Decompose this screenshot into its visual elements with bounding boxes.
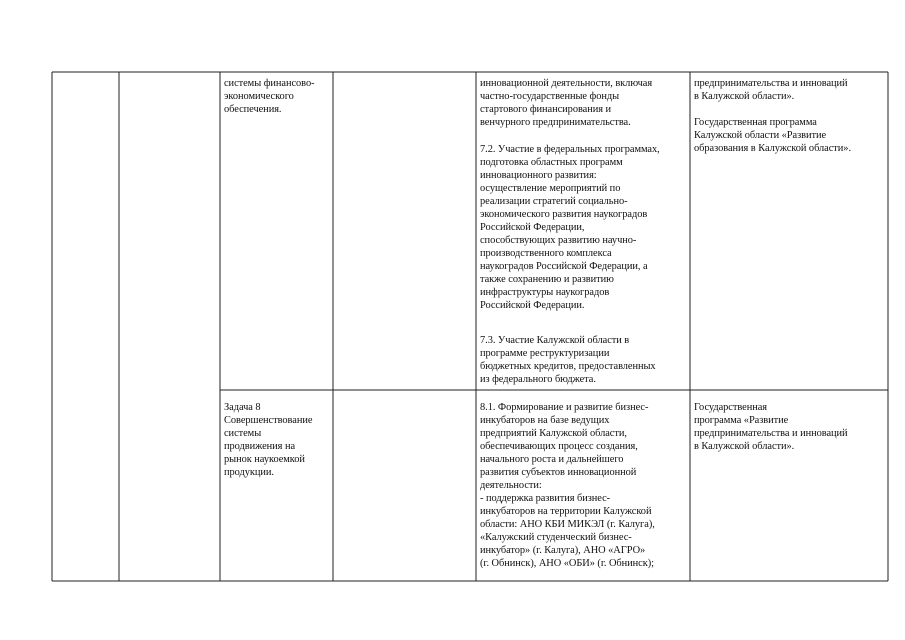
- row1-col5-paragraph-2: 7.2. Участие в федеральных программах, подготовка областных программ инновационного развития: осуществление мероприятий по реализации стратегий социально- экономического развития наукоградов Российской Федерации, способствующих развитию научно- производственного комплекса наукоградов Российской Федерации, а также сохранению и развитию инфраструктуры наукоградов Российской Федерации.: [480, 144, 660, 311]
- row1-col6-paragraph-2: Государственная программа Калужской области «Развитие образования в Калужской области».: [694, 117, 852, 154]
- row1-col3-text: системы финансово- экономического обеспечения.: [224, 78, 315, 115]
- row1-col5-paragraph-1: инновационной деятельности, включая частно-государственные фонды стартового финансирования и венчурного предпринимательства.: [480, 78, 653, 128]
- row2-col3-task-title: Задача 8 Совершенствование системы продвижения на рынок наукоемкой продукции.: [224, 402, 313, 478]
- row2-col6-text: Государственная программа «Развитие предпринимательства и инноваций в Калужской области».: [694, 402, 848, 452]
- row1-col6-paragraph-1: предпринимательства и инноваций в Калужской области».: [694, 78, 848, 102]
- row2-col5-text: 8.1. Формирование и развитие бизнес- инкубаторов на базе ведущих предприятий Калужской области, обеспечивающих процесс создания, начального роста и дальнейшего развития субъектов инновационной деятельности: - поддержка развития бизнес- инкубаторов на территории Калужской области: АНО КБИ МИКЭЛ (г. Калуга), «Калужский студенческий бизнес- инкубатор» (г. Калуга), АНО «АГРО» (г. Обнинск), АНО «ОБИ» (г. Обнинск);: [480, 402, 655, 569]
- row1-col5-paragraph-3: 7.3. Участие Калужской области в программе реструктуризации бюджетных кредитов, предоставленных из федерального бюджета.: [480, 335, 656, 385]
